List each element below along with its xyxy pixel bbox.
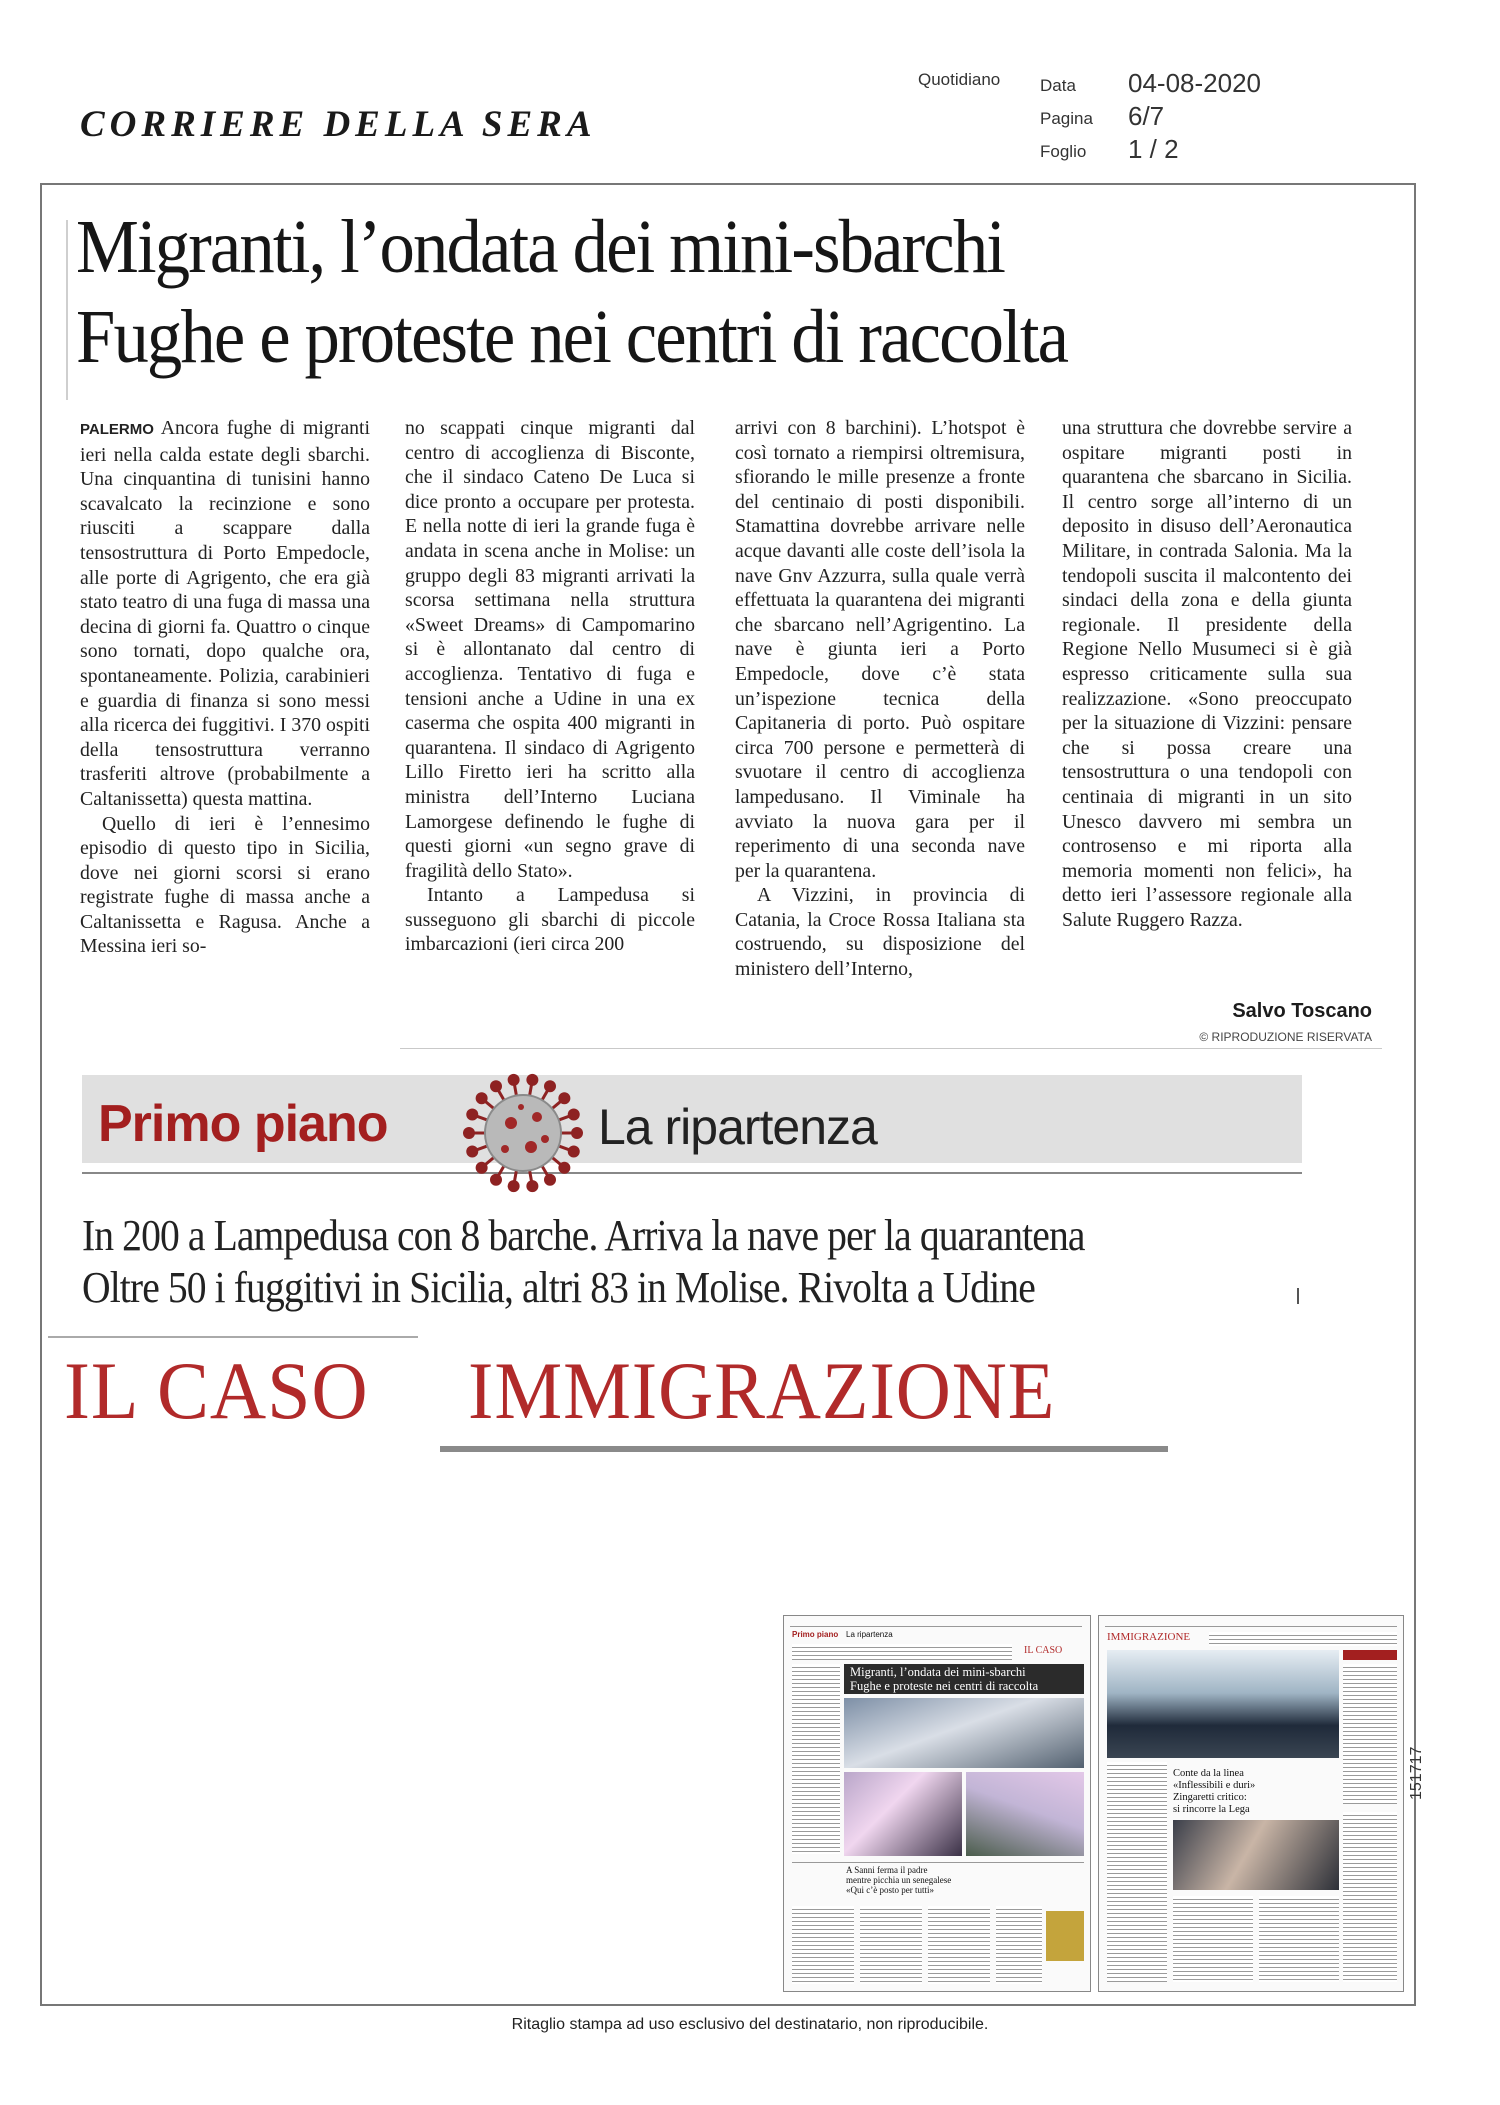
- kicker-rule: [48, 1336, 418, 1338]
- thumb-headline-line-2: «Inflessibili e duri»: [1173, 1780, 1256, 1791]
- summary-deck: [82, 1210, 1279, 1314]
- paragraph-text: Ancora fughe di migranti ieri nella calda estate degli sbarchi. Una cinquantina di tunisini hanno scavalcato la recinzione e sono riusciti a scappare dalla tensostruttura di Porto Empedocle, alle porte di Agrigento, che era già stato teatro di una fuga di massa una decina di giorni fa. Quattro o cinque sono tornati, dopo qualche ora, spontaneamente. Polizia, carabinieri e guardia di finanza si sono messi alla ricerca dei fuggitivi. I 370 ospiti della tensostruttura verranno trasferiti altrove (probabilmente a Caltanissetta) questa mattina.: [80, 417, 370, 810]
- thumb-text-column: [1107, 1762, 1167, 1982]
- virus-spike-tip: [463, 1127, 475, 1139]
- thumb-kicker: IL CASO: [1024, 1645, 1063, 1656]
- publication-type: Quotidiano: [918, 70, 1001, 89]
- thumb-top-rule: [790, 1626, 1082, 1627]
- page-thumbnail-right: [1098, 1615, 1404, 1992]
- sheet-label: Foglio: [1040, 142, 1087, 161]
- kicker-immigrazione: IMMIGRAZIONE: [468, 1345, 1056, 1436]
- thumb-photo-conte: [1173, 1820, 1339, 1890]
- kicker-immigrazione-rule: [440, 1446, 1168, 1452]
- virus-spike-tip: [544, 1174, 556, 1186]
- virus-spike-tip: [526, 1180, 538, 1192]
- thumb-section-label: Primo piano: [792, 1630, 839, 1639]
- virus-spike-tip: [568, 1145, 580, 1157]
- thumb-text-block: [860, 1906, 922, 1984]
- virus-spike-tip: [558, 1092, 570, 1104]
- article-column-2: [405, 416, 695, 1046]
- paragraph: [80, 416, 370, 812]
- thumb-kicker: IMMIGRAZIONE: [1107, 1631, 1191, 1643]
- date-label: Data: [1040, 76, 1076, 95]
- page-value: 6/7: [1128, 101, 1165, 131]
- headline-line-1: Migranti, l’ondata dei mini-sbarchi: [76, 205, 1005, 289]
- thumb-section-sublabel: La ripartenza: [846, 1630, 893, 1639]
- deck-line-2: Oltre 50 i fuggitivi in Sicilia, altri 83 in Molise. Rivolta a Udine: [82, 1263, 1035, 1312]
- thumb-headline-line-4: si rincorre la Lega: [1173, 1804, 1250, 1815]
- paragraph: Intanto a Lampedusa si susseguono gli sbarchi di piccole imbarcazioni (ieri circa 200: [405, 884, 695, 956]
- masthead: CORRIERE DELLA SERA: [80, 104, 597, 145]
- article-column-3: [735, 416, 1025, 1046]
- thumb-sub-headline-3: «Qui c’è posto per tutti»: [846, 1885, 934, 1895]
- reference-code: 151717: [1408, 1746, 1425, 1800]
- dateline: PALERMO: [80, 421, 154, 438]
- virus-spike-tip: [508, 1074, 520, 1086]
- thumb-text-block: [928, 1906, 990, 1984]
- virus-spike-tip: [476, 1092, 488, 1104]
- virus-spike-tip: [544, 1080, 556, 1092]
- page-label: Pagina: [1040, 109, 1093, 128]
- copyright-notice: © RIPRODUZIONE RISERVATA: [1199, 1030, 1372, 1044]
- section-label: Primo piano: [98, 1095, 388, 1153]
- thumb-text-block: [1343, 1812, 1397, 1982]
- thumb-headline-line-2: Fughe e proteste nei centri di raccolta: [850, 1679, 1039, 1693]
- paragraph: una struttura che dovrebbe servire a ospitare migranti posti in quarantena che sbarcano in Sicilia. Il centro sorge all’interno di un deposito in disuso dell’Aeronautica Militare, in contrada Salonia. Ma la tendopoli suscita il malcontento dei sindaci della zona e della giunta regionale. Il presidente della Regione Nello Musumeci si è già espresso criticamente sulla sua realizzazione. «Sono preoccupato per la situazione di Vizzini: pensare che si possa creare una tensostruttura o una tendopoli con centinaia di migranti in un sito Unesco davvero mi sembra un controsenso e mi riporta alla memoria momenti non felici», ha detto ieri l’assessore regionale alla Salute Ruggero Razza.: [1062, 417, 1352, 931]
- virus-spike-tip: [466, 1109, 478, 1121]
- thumb-text-block: [792, 1906, 854, 1984]
- virus-spike-tip: [571, 1127, 583, 1139]
- virus-spike-tip: [558, 1162, 570, 1174]
- thumb-mid-rule: [792, 1862, 1084, 1863]
- paragraph: Quello di ieri è l’ennesimo episodio di questo tipo in Sicilia, dove nei giorni scorsi si erano registrate fughe di massa anche a Caltanissetta e Ragusa. Anche a Messina ieri so-: [80, 812, 370, 958]
- article-column-4: [1062, 416, 1352, 932]
- thumb-headline-line-3: Zingaretti critico:: [1173, 1792, 1247, 1803]
- deck-line-1: In 200 a Lampedusa con 8 barche. Arriva la nave per la quarantena: [82, 1211, 1085, 1260]
- coronavirus-icon: [458, 1068, 588, 1198]
- byline: Salvo Toscano: [1232, 1000, 1372, 1022]
- deck-tick-mark: [1297, 1288, 1299, 1304]
- article-column-1: [80, 416, 370, 1046]
- page-thumbnail-left: [783, 1615, 1091, 1992]
- section-sublabel: La ripartenza: [598, 1099, 877, 1155]
- thumb-text-block: [1173, 1896, 1253, 1982]
- article-headline: [76, 202, 1313, 382]
- headline-side-rule: [66, 220, 68, 400]
- virus-spike-tip: [466, 1145, 478, 1157]
- virus-spike-tip: [508, 1180, 520, 1192]
- virus-spike-tip: [568, 1109, 580, 1121]
- virus-spike-tip: [526, 1074, 538, 1086]
- thumb-headline-line-1: Migranti, l’ondata dei mini-sbarchi: [850, 1665, 1026, 1679]
- thumb-text-block: [996, 1906, 1042, 1984]
- thumb-photo-police: [1107, 1650, 1339, 1758]
- sheet-value: 1 / 2: [1128, 134, 1179, 164]
- paragraph: A Vizzini, in provincia di Catania, la Croce Rossa Italiana sta costruendo, su disposizione del ministero dell’Interno,: [735, 884, 1025, 981]
- thumb-small-photo: [1046, 1911, 1084, 1961]
- thumb-photo-top: [844, 1698, 1084, 1768]
- section-band-rule: [82, 1172, 1302, 1174]
- thumb-deck-lines: [1209, 1632, 1397, 1646]
- footer-note: Ritaglio stampa ad uso esclusivo del destinatario, non riproducibile.: [511, 2016, 989, 2033]
- article-bottom-rule: [400, 1048, 1382, 1049]
- thumb-text-block: [1259, 1896, 1339, 1982]
- kicker-il-caso: IL CASO: [64, 1345, 369, 1436]
- thumb-sub-headline-2: mentre picchia un senegalese: [846, 1875, 952, 1885]
- headline-line-2: Fughe e proteste nei centri di raccolta: [76, 295, 1068, 379]
- paragraph: no scappati cinque migranti dal centro di accoglienza di Bisconte, che il sindaco Cateno De Luca si dice pronto a occupare per protesta. E nella notte di ieri la grande fuga è andata in scena anche in Molise: un gruppo degli 83 migranti arrivati la scorsa settimana nella struttura «Sweet Dreams» di Campomarino si è allontanato dal centro di accoglienza. Tentativo di fuga e tensioni anche a Udine in una ex caserma che ospita 400 migranti in quarantena. Il sindaco di Agrigento Lillo Firetto ieri ha scritto alla ministra dell’Interno Luciana Lamorgese definendo le fughe di questi giorni «un segno grave di fragilità dello Stato».: [405, 417, 695, 882]
- virus-spike-tip: [490, 1174, 502, 1186]
- thumb-deck-lines: [792, 1644, 1012, 1660]
- thumb-top-rule: [1105, 1626, 1397, 1627]
- date-value: 04-08-2020: [1128, 68, 1261, 98]
- thumb-sub-headline-1: A Sanni ferma il padre: [846, 1865, 928, 1875]
- thumb-photo-left: [844, 1772, 962, 1856]
- thumb-headline-line-1: Conte da la linea: [1173, 1768, 1244, 1779]
- thumb-text-column: [792, 1664, 840, 1854]
- thumb-photo-right: [966, 1772, 1084, 1856]
- thumb-side-text: [1343, 1664, 1397, 1804]
- virus-spike-tip: [476, 1162, 488, 1174]
- thumb-side-label: [1343, 1650, 1397, 1660]
- virus-spike-tip: [490, 1080, 502, 1092]
- paragraph: arrivi con 8 barchini). L’hotspot è così tornato a riempirsi oltremisura, sfiorando le mille presenze a fronte del centinaio di posti disponibili. Stamattina dovrebbe arrivare nelle acque davanti alle coste dell’isola la nave Gnv Azzurra, sulla quale verrà effettuata la quarantena dei migranti che sbarcano nell’Agrigentino. La nave è giunta ieri a Porto Empedocle, dove c’è stata un’ispezione tecnica della Capitaneria di porto. Può ospitare circa 700 persone e permetterà di svuotare il centro di accoglienza lampedusano. Il Viminale ha avviato la nuova gara per il reperimento di una seconda nave per la quarantena.: [735, 417, 1025, 882]
